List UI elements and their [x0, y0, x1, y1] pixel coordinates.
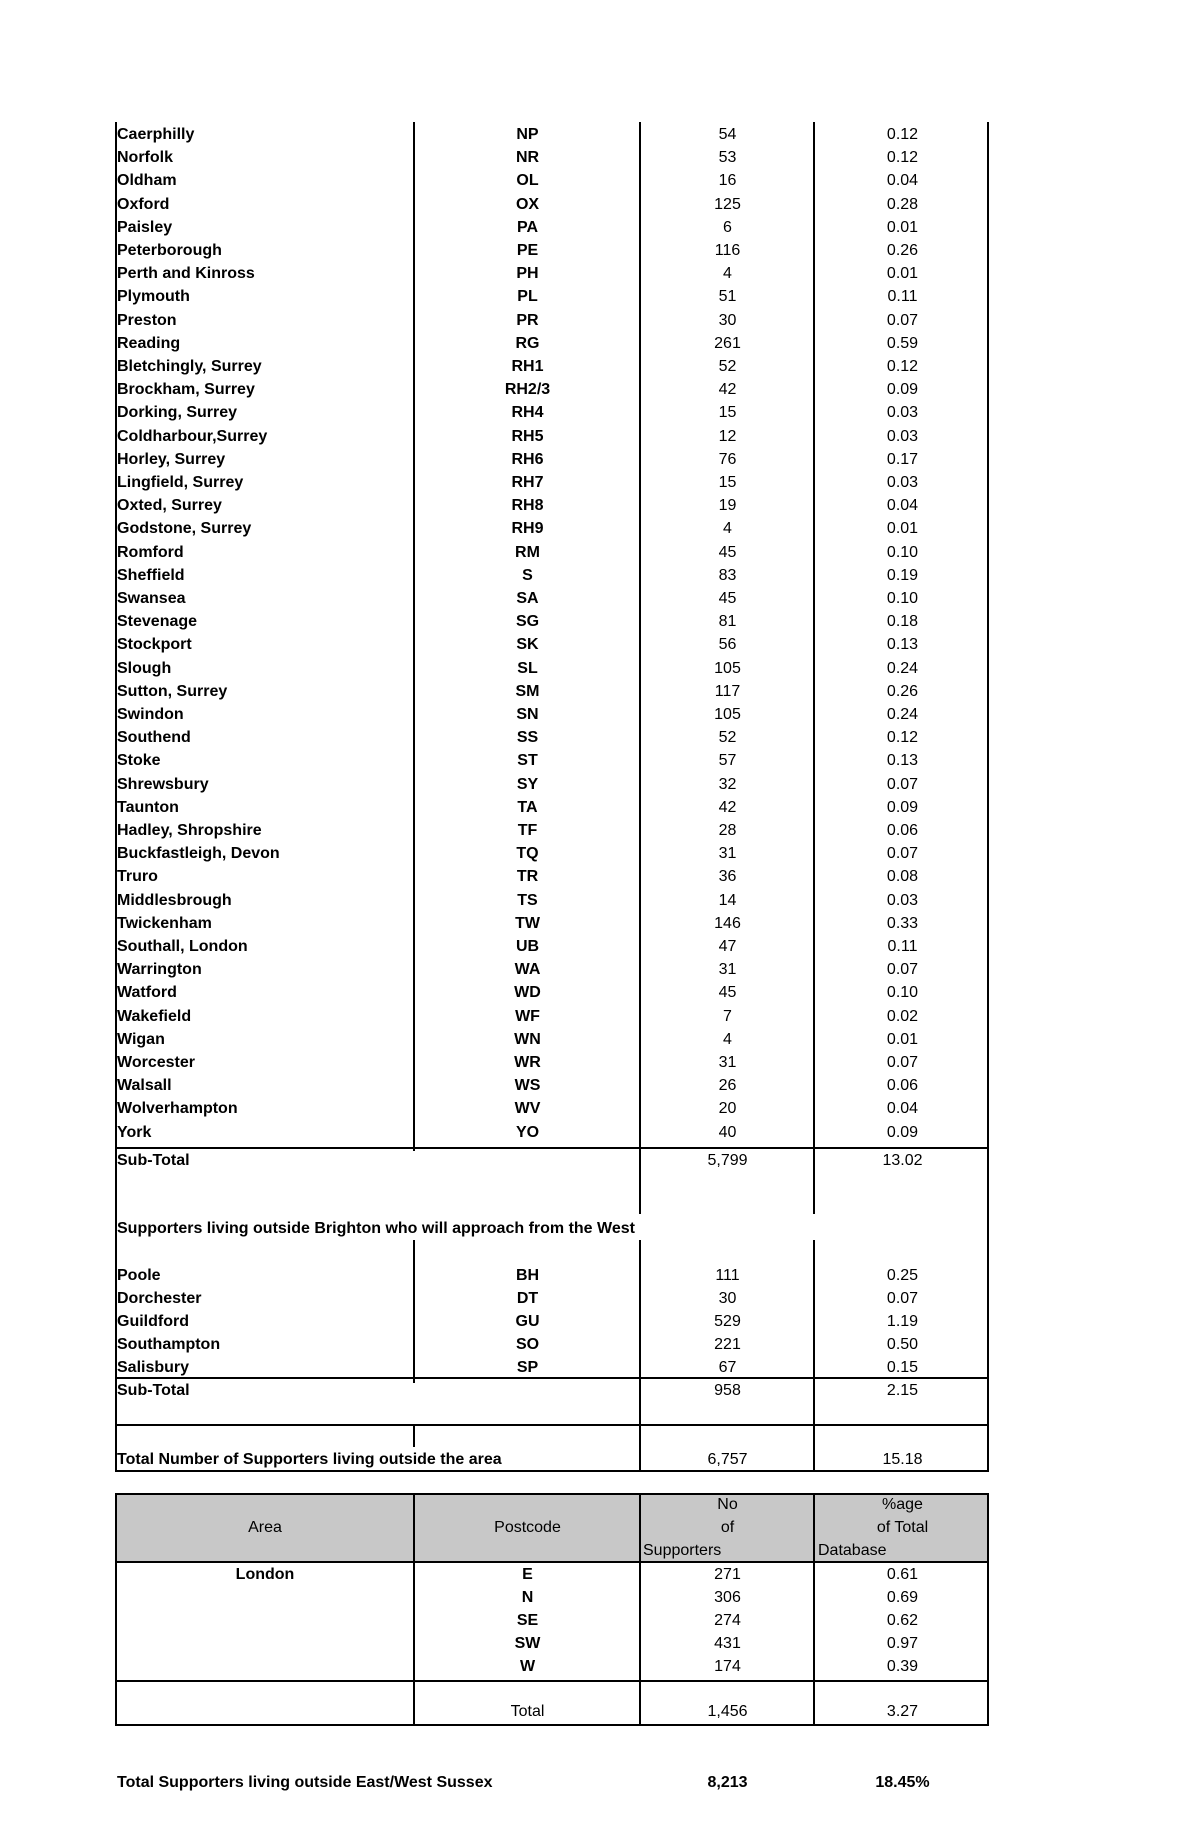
percent-of-total: 0.24 [886, 659, 919, 677]
area-name: Stevenage [117, 613, 198, 631]
subtotal-1-count: 5,799 [707, 1152, 748, 1169]
header-area: Area [248, 1519, 282, 1536]
postcode: ST [517, 752, 538, 770]
area-name: Dorchester [117, 1290, 202, 1307]
area-name: Wigan [117, 1030, 165, 1048]
postcode: SP [516, 1359, 539, 1376]
postcode: W [519, 1658, 536, 1675]
area-name: Plymouth [117, 288, 190, 306]
supporter-count: 52 [718, 358, 737, 375]
area-name: Walsall [117, 1077, 172, 1095]
percent-of-total: 0.10 [886, 984, 919, 1002]
total-outside-area-count: 6,757 [707, 1451, 748, 1468]
percent-of-total: 0.26 [886, 682, 919, 700]
grand-total-count: 8,213 [707, 1774, 748, 1791]
percent-of-total: 0.07 [886, 961, 919, 979]
area-name: Perth and Kinross [117, 265, 255, 283]
supporter-count: 7 [723, 1007, 732, 1025]
area-name: Wolverhampton [117, 1100, 238, 1118]
postcode: WD [514, 984, 541, 1002]
postcode: SS [516, 729, 539, 747]
supporter-count: 40 [718, 1123, 737, 1141]
postcode: PH [516, 265, 539, 283]
percent-of-total: 0.18 [886, 613, 919, 631]
supporter-count: 4 [723, 1030, 732, 1048]
area-name: Guildford [117, 1313, 189, 1330]
supporter-count: 14 [718, 891, 737, 909]
area-name: Stockport [117, 636, 192, 654]
supporter-count: 52 [718, 729, 737, 747]
percent-of-total: 0.10 [886, 543, 919, 561]
supporter-count: 16 [718, 172, 737, 190]
subtotal-2-bottom-rule [115, 1424, 989, 1426]
postcode: SA [516, 590, 539, 607]
area-name: Coldharbour,Surrey [117, 427, 268, 445]
area-name: Buckfastleigh, Devon [117, 845, 280, 863]
percent-of-total: 0.13 [886, 636, 919, 654]
postcode: PE [516, 242, 539, 259]
percent-of-total: 0.15 [886, 1359, 919, 1376]
percent-of-total: 0.02 [886, 1007, 919, 1025]
area-name: Twickenham [117, 914, 212, 932]
supporter-count: 125 [714, 195, 741, 213]
header-pct-line3: Database [818, 1542, 887, 1559]
area-name: Swansea [117, 590, 186, 607]
subtotal-1-top-rule [115, 1147, 989, 1149]
percent-of-total: 0.09 [886, 381, 919, 399]
percent-of-total: 0.07 [886, 845, 919, 863]
london-total-label: Total [510, 1703, 545, 1720]
postcode: WS [514, 1077, 541, 1095]
percent-of-total: 0.59 [886, 334, 919, 352]
postcode: SG [515, 613, 540, 631]
supporter-count: 54 [718, 126, 737, 143]
supporter-count: 271 [714, 1566, 741, 1583]
area-name: Paisley [117, 218, 173, 236]
supporter-count: 76 [718, 450, 737, 468]
percent-of-total: 0.13 [886, 752, 919, 770]
supporter-count: 45 [718, 984, 737, 1002]
subtotal-2-count: 958 [714, 1382, 741, 1399]
percent-of-total: 0.06 [886, 822, 919, 839]
supporter-count: 6 [723, 218, 732, 236]
percent-of-total: 0.97 [886, 1635, 919, 1652]
supporter-count: 45 [718, 590, 737, 607]
postcode: DT [516, 1290, 539, 1307]
supporter-count: 116 [714, 242, 741, 259]
percent-of-total: 0.03 [886, 404, 919, 422]
supporter-count: 31 [718, 961, 737, 979]
london-total-count: 1,456 [707, 1703, 748, 1720]
area-name: Preston [117, 311, 177, 329]
area-name: Poole [117, 1267, 161, 1284]
postcode: PR [516, 311, 539, 329]
percent-of-total: 0.07 [886, 775, 919, 793]
supporter-count: 31 [718, 845, 737, 863]
postcode: BH [515, 1267, 540, 1284]
area-name: Worcester [117, 1054, 195, 1071]
header-no-line2: of [720, 1519, 735, 1536]
supporter-count: 45 [718, 543, 737, 561]
header-bottom-rule [115, 1561, 989, 1563]
percent-of-total: 0.24 [886, 706, 919, 723]
table-2-bottom-rule [115, 1724, 989, 1726]
percent-of-total: 0.28 [886, 195, 919, 213]
percent-of-total: 0.19 [886, 566, 919, 584]
percent-of-total: 0.01 [886, 520, 919, 538]
supporter-count: 47 [718, 938, 737, 955]
postcode: WR [514, 1054, 541, 1071]
area-name: Sheffield [117, 566, 185, 584]
area-name: Southampton [117, 1336, 221, 1353]
percent-of-total: 0.12 [886, 729, 919, 747]
supporter-count: 117 [714, 682, 741, 700]
percent-of-total: 0.25 [886, 1267, 919, 1284]
percent-of-total: 0.04 [886, 1100, 919, 1118]
supporter-count: 57 [718, 752, 737, 770]
area-name: York [117, 1123, 152, 1141]
postcode: WV [514, 1100, 541, 1118]
postcode: SL [517, 659, 538, 677]
subtotal-1-label: Sub-Total [117, 1152, 190, 1169]
total-outside-area-label: Total Number of Supporters living outside the area [117, 1451, 502, 1468]
postcode: RH9 [511, 520, 544, 538]
supporter-count: 306 [714, 1589, 741, 1606]
percent-of-total: 0.26 [886, 242, 919, 259]
supporter-count: 31 [718, 1054, 737, 1071]
postcode: YO [515, 1123, 540, 1141]
area-name: Sutton, Surrey [117, 682, 228, 700]
percent-of-total: 0.08 [886, 868, 919, 886]
postcode: SO [515, 1336, 540, 1353]
postcode: GU [515, 1313, 540, 1330]
postcode: RM [515, 543, 540, 561]
supporter-count: 105 [714, 659, 741, 677]
supporter-count: 36 [718, 868, 737, 886]
supporter-count: 56 [718, 636, 737, 654]
postcode: RH7 [511, 474, 544, 491]
supporter-count: 20 [718, 1100, 737, 1118]
area-name: Horley, Surrey [117, 450, 226, 468]
supporter-count: 4 [723, 520, 732, 538]
percent-of-total: 0.69 [886, 1589, 919, 1606]
postcode: TR [516, 868, 539, 886]
subtotal-1-percent: 13.02 [882, 1152, 923, 1169]
percent-of-total: 0.09 [886, 1123, 919, 1141]
area-name: Southall, London [117, 938, 248, 955]
header-postcode: Postcode [494, 1519, 561, 1536]
supporter-count: 19 [718, 497, 737, 515]
postcode: SM [515, 682, 540, 700]
total-top-rule [115, 1680, 989, 1682]
percent-of-total: 0.03 [886, 891, 919, 909]
area-name: Lingfield, Surrey [117, 474, 244, 491]
supporter-count: 274 [714, 1612, 741, 1629]
postcode: SK [516, 636, 539, 654]
supporter-count: 42 [718, 798, 737, 816]
postcode: RH6 [511, 450, 544, 468]
area-name: Oxted, Surrey [117, 497, 222, 515]
postcode: UB [515, 938, 540, 955]
percent-of-total: 0.11 [887, 288, 918, 306]
percent-of-total: 0.12 [886, 126, 919, 143]
grand-total-label: Total Supporters living outside East/West Sussex [117, 1774, 493, 1791]
percent-of-total: 0.10 [886, 590, 919, 607]
postcode: SW [514, 1635, 541, 1652]
percent-of-total: 0.33 [886, 914, 919, 932]
percent-of-total: 0.07 [886, 1290, 919, 1307]
postcode: SE [516, 1612, 539, 1629]
percent-of-total: 0.07 [886, 311, 919, 329]
supporter-count: 431 [714, 1635, 741, 1652]
supporter-count: 51 [718, 288, 737, 306]
postcode: SY [516, 775, 539, 793]
percent-of-total: 0.12 [886, 149, 919, 167]
area-name: Bletchingly, Surrey [117, 358, 262, 375]
postcode: RH8 [511, 497, 544, 515]
supporter-count: 32 [718, 775, 737, 793]
postcode: SN [516, 706, 539, 723]
supporter-count: 4 [723, 265, 732, 283]
postcode: TQ [516, 845, 539, 863]
grand-total-percent: 18.45% [875, 1774, 930, 1791]
area-name: Caerphilly [117, 126, 195, 143]
percent-of-total: 0.04 [886, 172, 919, 190]
subtotal-2-percent: 2.15 [886, 1382, 919, 1399]
area-name: Godstone, Surrey [117, 520, 252, 538]
supporter-count: 221 [714, 1336, 741, 1353]
postcode: WF [515, 1007, 540, 1025]
area-name: Swindon [117, 706, 184, 723]
percent-of-total: 0.03 [886, 474, 919, 491]
area-name: Romford [117, 543, 184, 561]
london-area-label: London [235, 1566, 295, 1583]
percent-of-total: 0.06 [886, 1077, 919, 1095]
area-name: Shrewsbury [117, 775, 209, 793]
percent-of-total: 0.03 [886, 427, 919, 445]
postcode: RH4 [511, 404, 544, 422]
area-name: Oldham [117, 172, 177, 190]
area-name: Reading [117, 334, 181, 352]
col-divider-1c [413, 1425, 415, 1447]
postcode: WN [514, 1030, 541, 1048]
area-name: Dorking, Surrey [117, 404, 238, 422]
supporter-count: 30 [718, 311, 737, 329]
area-name: Taunton [117, 798, 179, 816]
supporter-count: 111 [715, 1267, 740, 1284]
area-name: Peterborough [117, 242, 222, 259]
header-no-line3: Supporters [643, 1542, 722, 1559]
area-name: Warrington [117, 961, 202, 979]
percent-of-total: 0.39 [886, 1658, 919, 1675]
area-name: Hadley, Shropshire [117, 822, 262, 839]
supporter-count: 529 [714, 1313, 741, 1330]
subtotal-2-label: Sub-Total [117, 1382, 190, 1399]
percent-of-total: 0.04 [886, 497, 919, 515]
supporter-count: 53 [718, 149, 737, 167]
supporter-count: 12 [718, 427, 737, 445]
area-name: Norfolk [117, 149, 173, 167]
percent-of-total: 0.12 [886, 358, 919, 375]
postcode: E [522, 1566, 533, 1583]
postcode: S [522, 566, 533, 584]
header-pct-line1: %age [882, 1496, 923, 1513]
supporter-count: 67 [718, 1359, 737, 1376]
postcode: RG [515, 334, 540, 352]
percent-of-total: 0.01 [886, 218, 919, 236]
postcode: NP [516, 126, 539, 143]
table-1-bottom-rule [115, 1470, 989, 1472]
header-pct-line2: of Total [876, 1519, 929, 1536]
supporter-count: 28 [718, 822, 737, 839]
percent-of-total: 0.01 [886, 265, 919, 283]
postcode: NR [515, 149, 540, 167]
supporter-count: 174 [714, 1658, 741, 1675]
supporter-count: 83 [718, 566, 737, 584]
area-name: Oxford [117, 195, 170, 213]
area-name: Stoke [117, 752, 161, 770]
percent-of-total: 0.50 [886, 1336, 919, 1353]
postcode: OL [516, 172, 539, 190]
percent-of-total: 0.62 [886, 1612, 919, 1629]
postcode: OX [515, 195, 540, 213]
postcode: N [521, 1589, 534, 1606]
postcode: TW [515, 914, 540, 932]
west-section-heading: Supporters living outside Brighton who will approach from the West [117, 1220, 635, 1237]
area-name: Slough [117, 659, 172, 677]
percent-of-total: 0.11 [887, 938, 918, 955]
london-total-percent: 3.27 [886, 1703, 919, 1720]
postcode: PL [517, 288, 538, 306]
supporter-count: 15 [718, 404, 737, 422]
supporter-count: 15 [718, 474, 737, 491]
supporter-count: 42 [718, 381, 737, 399]
header-no-line1: No [717, 1496, 738, 1513]
postcode: TS [517, 891, 538, 909]
area-name: Salisbury [117, 1359, 190, 1376]
postcode: RH5 [511, 427, 544, 445]
supporter-count: 26 [718, 1077, 737, 1095]
supporter-count: 261 [714, 334, 741, 352]
supporter-count: 81 [718, 613, 737, 631]
supporter-count: 30 [718, 1290, 737, 1307]
postcode: WA [514, 961, 541, 979]
area-name: Watford [117, 984, 177, 1002]
supporter-count: 105 [714, 706, 741, 723]
postcode: PA [516, 218, 539, 236]
postcode: TF [517, 822, 538, 839]
area-name: Brockham, Surrey [117, 381, 255, 399]
percent-of-total: 1.19 [886, 1313, 919, 1330]
percent-of-total: 0.01 [886, 1030, 919, 1048]
percent-of-total: 0.17 [886, 450, 919, 468]
postcode: RH1 [511, 358, 544, 375]
area-name: Southend [117, 729, 191, 747]
percent-of-total: 0.61 [886, 1566, 919, 1583]
total-outside-area-percent: 15.18 [882, 1451, 923, 1468]
percent-of-total: 0.07 [886, 1054, 919, 1071]
percent-of-total: 0.09 [886, 798, 919, 816]
postcode: RH2/3 [504, 381, 551, 399]
area-name: Wakefield [117, 1007, 192, 1025]
supporter-count: 146 [714, 914, 741, 932]
postcode: TA [517, 798, 538, 816]
area-name: Truro [117, 868, 158, 886]
area-name: Middlesbrough [117, 891, 232, 909]
